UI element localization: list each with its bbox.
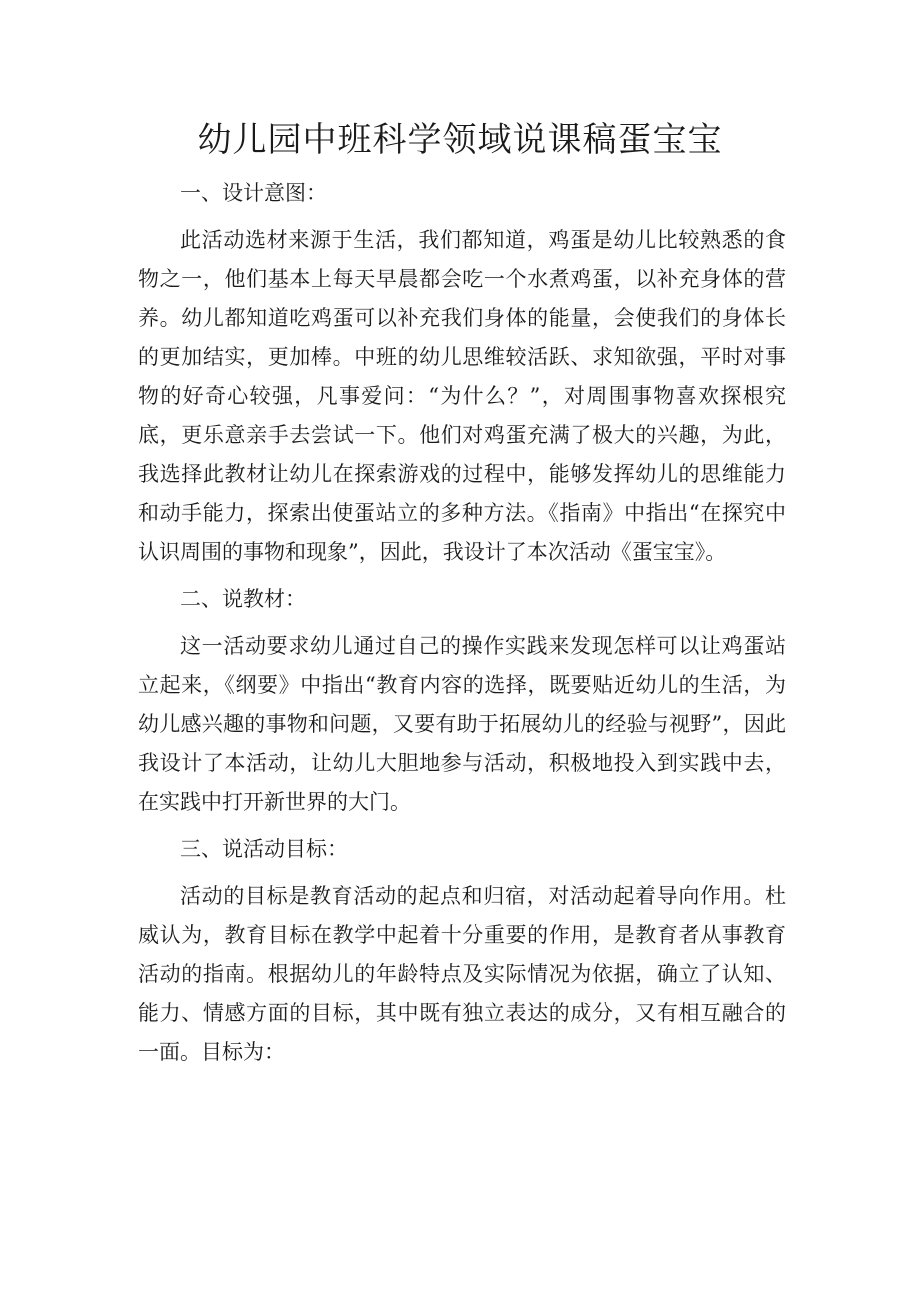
- document-title: 幼儿园中班科学领域说课稿蛋宝宝: [197, 120, 723, 160]
- section-heading-design-intent: 一、设计意图：: [180, 181, 327, 205]
- paragraph-design-intent: 此活动选材来源于生活，我们都知道，鸡蛋是幼儿比较熟悉的食物之一，他们基本上每天早晨都会吃一个水煮鸡蛋，以补充身体的营养。幼儿都知道吃鸡蛋可以补充我们身体的能量，会使我们的身体长的更加结实，更加棒。中班的幼儿思维较活跃、求知欲强，平时对事物的好奇心较强，凡事爱问：“为什么？”，对周围事物喜欢探根究底，更乐意亲手去尝试一下。他们对鸡蛋充满了极大的兴趣，为此，我选择此教材让幼儿在探索游戏的过程中，能够发挥幼儿的思维能力和动手能力，探索出使蛋站立的多种方法。《指南》中指出“在探究中认识周围的事物和现象”，因此，我设计了本次活动《蛋宝宝》。: [138, 228, 786, 564]
- paragraph-activity-goals: 活动的目标是教育活动的起点和归宿，对活动起着导向作用。杜威认为，教育目标在教学中起着十分重要的作用，是教育者从事教育活动的指南。根据幼儿的年龄特点及实际情况为依据，确立了认知、能力、情感方面的目标，其中既有独立表达的成分，又有相互融合的一面。目标为：: [138, 884, 786, 1064]
- section-heading-activity-goals: 三、说活动目标：: [180, 837, 348, 861]
- paragraph-teaching-material: 这一活动要求幼儿通过自己的操作实践来发现怎样可以让鸡蛋站立起来，《纲要》中指出“教育内容的选择，既要贴近幼儿的生活，为幼儿感兴趣的事物和问题，又要有助于拓展幼儿的经验与视野”，因此我设计了本活动，让幼儿大胆地参与活动，积极地投入到实践中去，在实践中打开新世界的大门。: [138, 634, 786, 814]
- section-heading-teaching-material: 二、说教材：: [180, 587, 306, 611]
- document-body: [138, 174, 786, 1080]
